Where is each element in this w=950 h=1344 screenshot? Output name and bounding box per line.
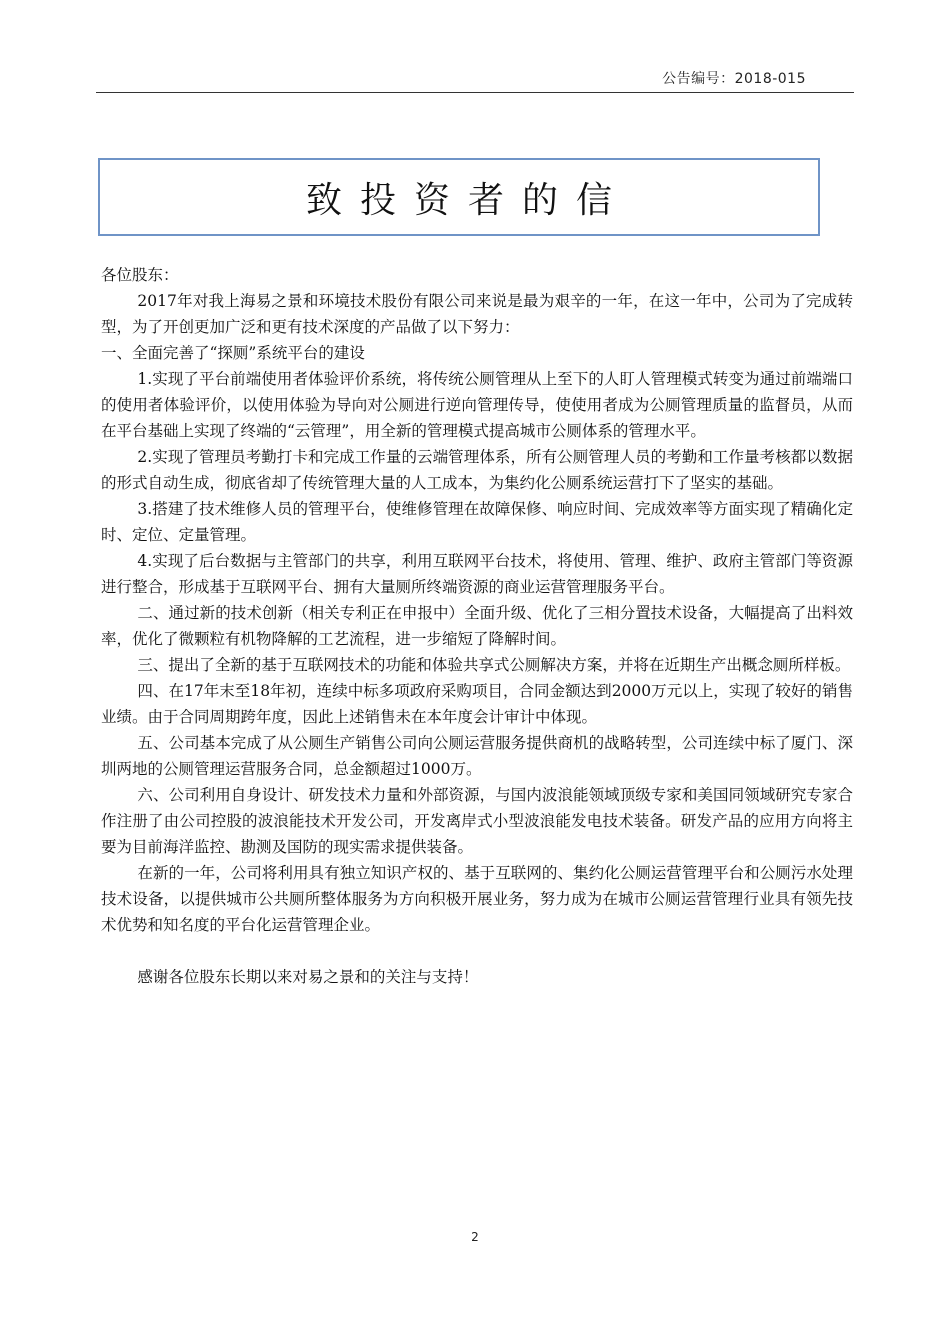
title-box: [98, 158, 820, 236]
salutation: 各位股东：: [101, 266, 179, 284]
section-1-heading: 一、全面完善了“探厕”系统平台的建设: [101, 344, 365, 362]
section-2-paragraph: 二、通过新的技术创新（相关专利正在申报中）全面升级、优化了三相分置技术设备，大幅提高了出料效率，优化了微颗粒有机物降解的工艺流程，进一步缩短了降解时间。: [101, 604, 853, 648]
section-1-item-2: 2.实现了管理员考勤打卡和完成工作量的云端管理体系，所有公厕管理人员的考勤和工作量考核都以数据的形式自动生成，彻底省却了传统管理大量的人工成本，为集约化公厕系统运营打下了坚实的基础。: [101, 448, 853, 492]
thanks-line: 感谢各位股东长期以来对易之景和的关注与支持！: [137, 968, 479, 986]
page-number: 2: [471, 1230, 479, 1244]
paragraph-spacer: [101, 938, 853, 964]
section-1-item-1: 1.实现了平台前端使用者体验评价系统，将传统公厕管理从上至下的人盯人管理模式转变为通过前端端口的使用者体验评价，以使用体验为导向对公厕进行逆向管理传导，使使用者成为公厕管理质量的监督员，从而在平台基础上实现了终端的“云管理”，用全新的管理模式提高城市公厕体系的管理水平。: [101, 370, 853, 440]
section-1-item-3: 3.搭建了技术维修人员的管理平台，使维修管理在故障保修、响应时间、完成效率等方面实现了精确化定时、定位、定量管理。: [101, 500, 853, 544]
page-header: [96, 62, 854, 93]
announcement-number: 公告编号：2018-015: [662, 71, 806, 87]
outlook-paragraph: 在新的一年，公司将利用具有独立知识产权的、基于互联网的、集约化公厕运营管理平台和公厕污水处理技术设备，以提供城市公共厕所整体服务为方向积极开展业务，努力成为在城市公厕运营管理行业具有领先技术优势和知名度的平台化运营管理企业。: [101, 864, 853, 934]
intro-paragraph: 2017年对我上海易之景和环境技术股份有限公司来说是最为艰辛的一年，在这一年中，公司为了完成转型，为了开创更加广泛和更有技术深度的产品做了以下努力：: [101, 292, 853, 336]
letter-title: 致投资者的信: [305, 179, 630, 221]
section-6-paragraph: 六、公司利用自身设计、研发技术力量和外部资源，与国内波浪能领域顶级专家和美国同领域研究专家合作注册了由公司控股的波浪能技术开发公司，开发离岸式小型波浪能发电技术装备。研发产品的应用方向将主要为目前海洋监控、勘测及国防的现实需求提供装备。: [101, 786, 853, 856]
section-1-item-4: 4.实现了后台数据与主管部门的共享，利用互联网平台技术，将使用、管理、维护、政府主管部门等资源进行整合，形成基于互联网平台、拥有大量厕所终端资源的商业运营管理服务平台。: [101, 552, 853, 596]
letter-body: [101, 262, 853, 990]
section-3-paragraph: 三、提出了全新的基于互联网技术的功能和体验共享式公厕解决方案，并将在近期生产出概念厕所样板。: [137, 656, 851, 674]
section-5-paragraph: 五、公司基本完成了从公厕生产销售公司向公厕运营服务提供商机的战略转型，公司连续中标了厦门、深圳两地的公厕管理运营服务合同，总金额超过1000万。: [101, 734, 853, 778]
section-4-paragraph: 四、在17年末至18年初，连续中标多项政府采购项目，合同金额达到2000万元以上，实现了较好的销售业绩。由于合同周期跨年度，因此上述销售未在本年度会计审计中体现。: [101, 682, 853, 726]
